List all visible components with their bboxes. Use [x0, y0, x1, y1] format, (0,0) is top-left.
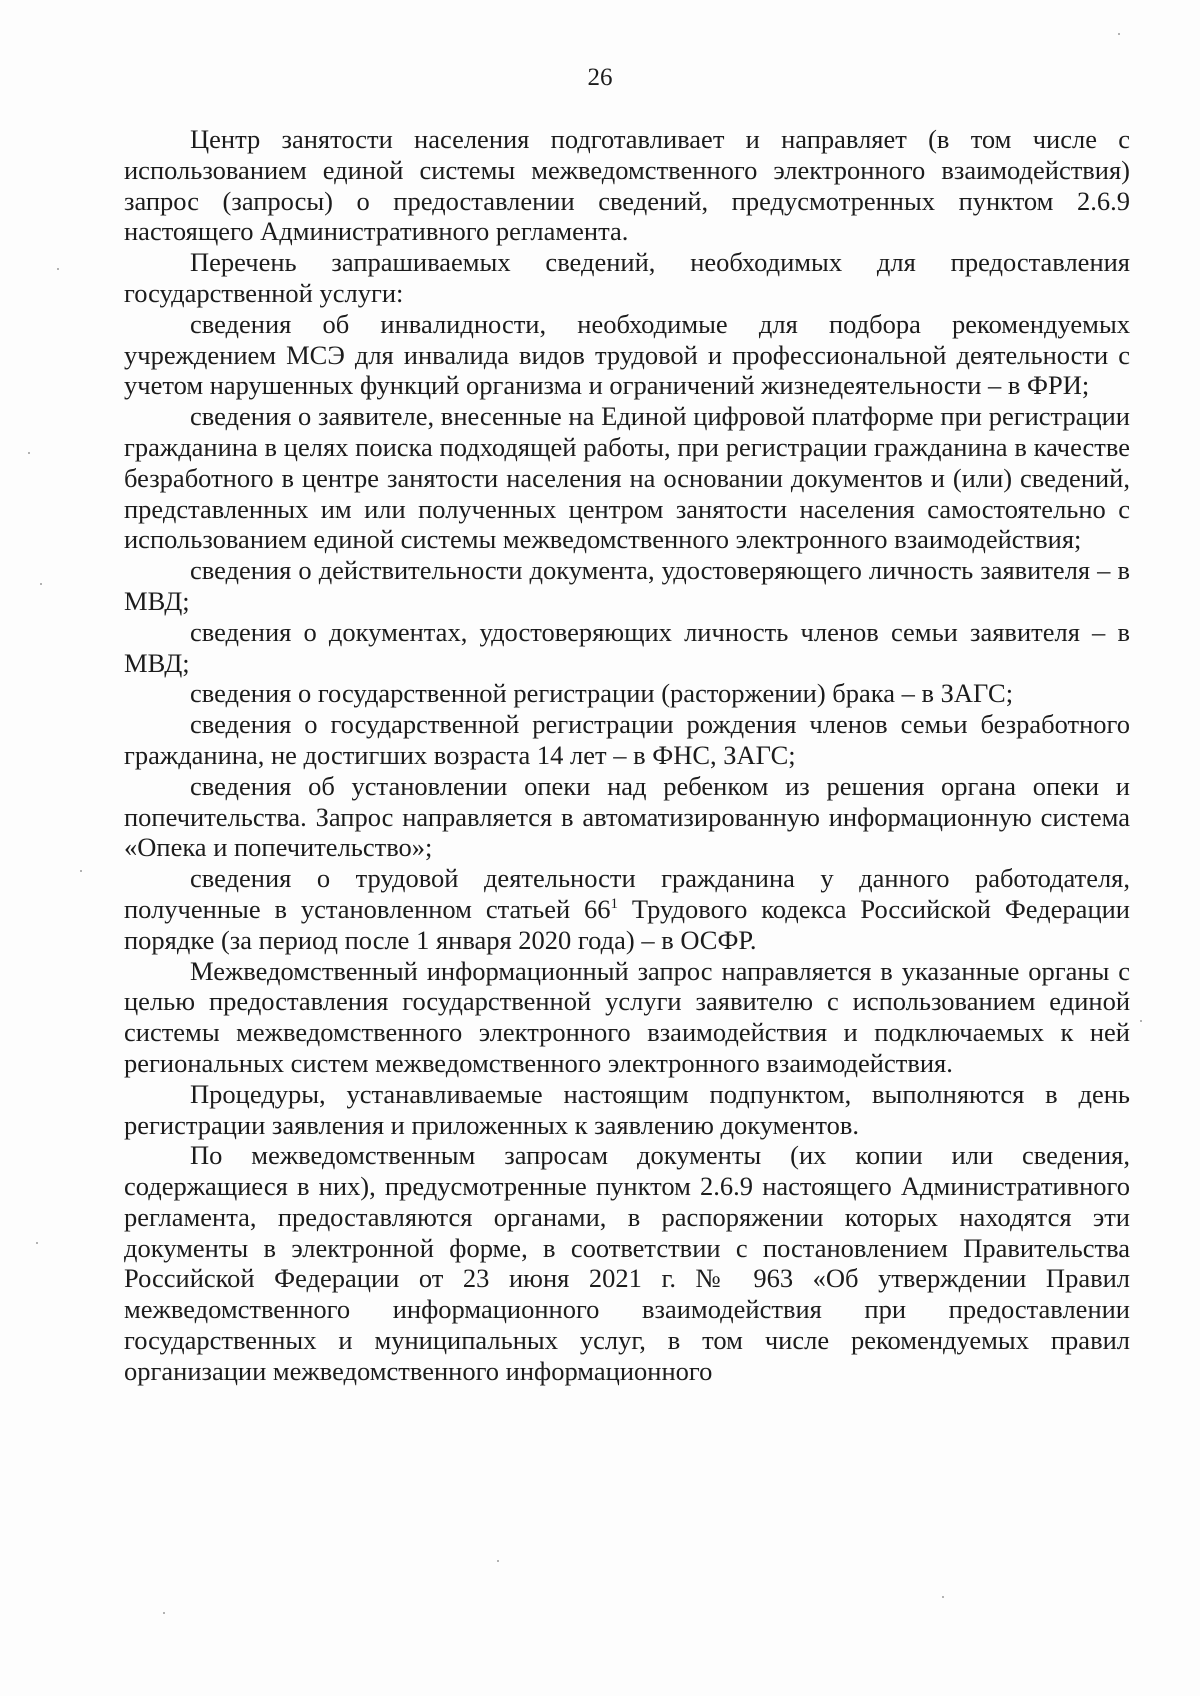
- paragraph-family-documents: сведения о документах, удостоверяющих личность членов семьи заявителя – в МВД;: [124, 616, 1130, 678]
- paragraph-disability-info: сведения об инвалидности, необходимые для подбора рекомендуемых учреждением МСЭ для инвалида видов трудовой и профессиональной деятельности с учетом нарушенных функций организма и ограничений жизнедеятельности – в ФРИ;: [124, 308, 1130, 401]
- scan-speck: [1140, 1020, 1142, 1022]
- scan-speck: [80, 870, 82, 872]
- paragraph-birth-registration: сведения о государственной регистрации рождения членов семьи безработного гражданина, не достигших возраста 14 лет – в ФНС, ЗАГС;: [124, 709, 1130, 770]
- paragraph-marriage-registration: сведения о государственной регистрации (расторжении) брака – в ЗАГС;: [190, 678, 1014, 709]
- scan-speck: [40, 583, 42, 585]
- paragraph-applicant-info: сведения о заявителе, внесенные на Единой цифровой платформе при регистрации гражданина в целях поиска подходящей работы, при регистрации гражданина в качестве безработного в центре занятости населения на основании документов и (или) сведений, представленных им или полученных центром занятости населения самостоятельно с использованием единой системы межведомственного электронного взаимодействия;: [124, 401, 1130, 555]
- scan-speck: [1118, 33, 1120, 35]
- scan-speck: [28, 452, 30, 454]
- page-number: 26: [587, 64, 613, 91]
- labor-text-before: сведения о трудовой деятельности гражданина у данного работодателя, полученные в установленном статьей 66: [124, 863, 1130, 924]
- paragraph-documents-provided: По межведомственным запросам документы (их копии или сведения, содержащиеся в них), предусмотренные пунктом 2.6.9 настоящего Административного регламента, предоставляются органами, в распоряжении которых находятся эти документы в электронной форме, в соответствии с постановлением Правительства Российской Федерации от 23 июня 2021 г. № 963 «Об утверждении Правил межведомственного информационного взаимодействия при предоставлении государственных и муниципальных услуг, в том числе рекомендуемых правил организации межведомственного информационного: [124, 1140, 1130, 1386]
- paragraph-interagency-request: Межведомственный информационный запрос направляется в указанные органы с целью предоставления государственной услуги заявителю с использованием единой системы межведомственного электронного взаимодействия и подключаемых к ней региональных систем межведомственного электронного взаимодействия.: [124, 955, 1130, 1078]
- paragraph-labor-activity: [124, 863, 1130, 955]
- labor-text-after: Трудового кодекса Российской Федерации порядке (за период после 1 января 2020 года) – в ОСФР.: [124, 893, 1130, 955]
- paragraph-procedures: Процедуры, устанавливаемые настоящим подпунктом, выполняются в день регистрации заявления и приложенных к заявлению документов.: [124, 1078, 1130, 1140]
- scan-speck: [942, 1596, 944, 1598]
- document-body: [124, 124, 1130, 1387]
- scan-speck: [36, 1242, 38, 1244]
- paragraph-identity-document: сведения о действительности документа, удостоверяющего личность заявителя – в МВД;: [124, 555, 1130, 616]
- scan-speck: [57, 268, 59, 270]
- scan-speck: [497, 1560, 499, 1562]
- article-superscript: 1: [610, 896, 619, 913]
- paragraph-request-intro: Центр занятости населения подготавливает и направляет (в том числе с использованием единой системы межведомственного электронного взаимодействия) запрос (запросы) о предоставлении сведений, предусмотренных пунктом 2.6.9 настоящего Административного регламента.: [124, 124, 1130, 247]
- paragraph-guardianship: сведения об установлении опеки над ребенком из решения органа опеки и попечительства. Запрос направляется в автоматизированную информационную система «Опека и попечительство»;: [124, 770, 1130, 863]
- paragraph-list-intro: Перечень запрашиваемых сведений, необходимых для предоставления государственной услуги:: [124, 247, 1130, 308]
- scan-speck: [163, 1612, 165, 1614]
